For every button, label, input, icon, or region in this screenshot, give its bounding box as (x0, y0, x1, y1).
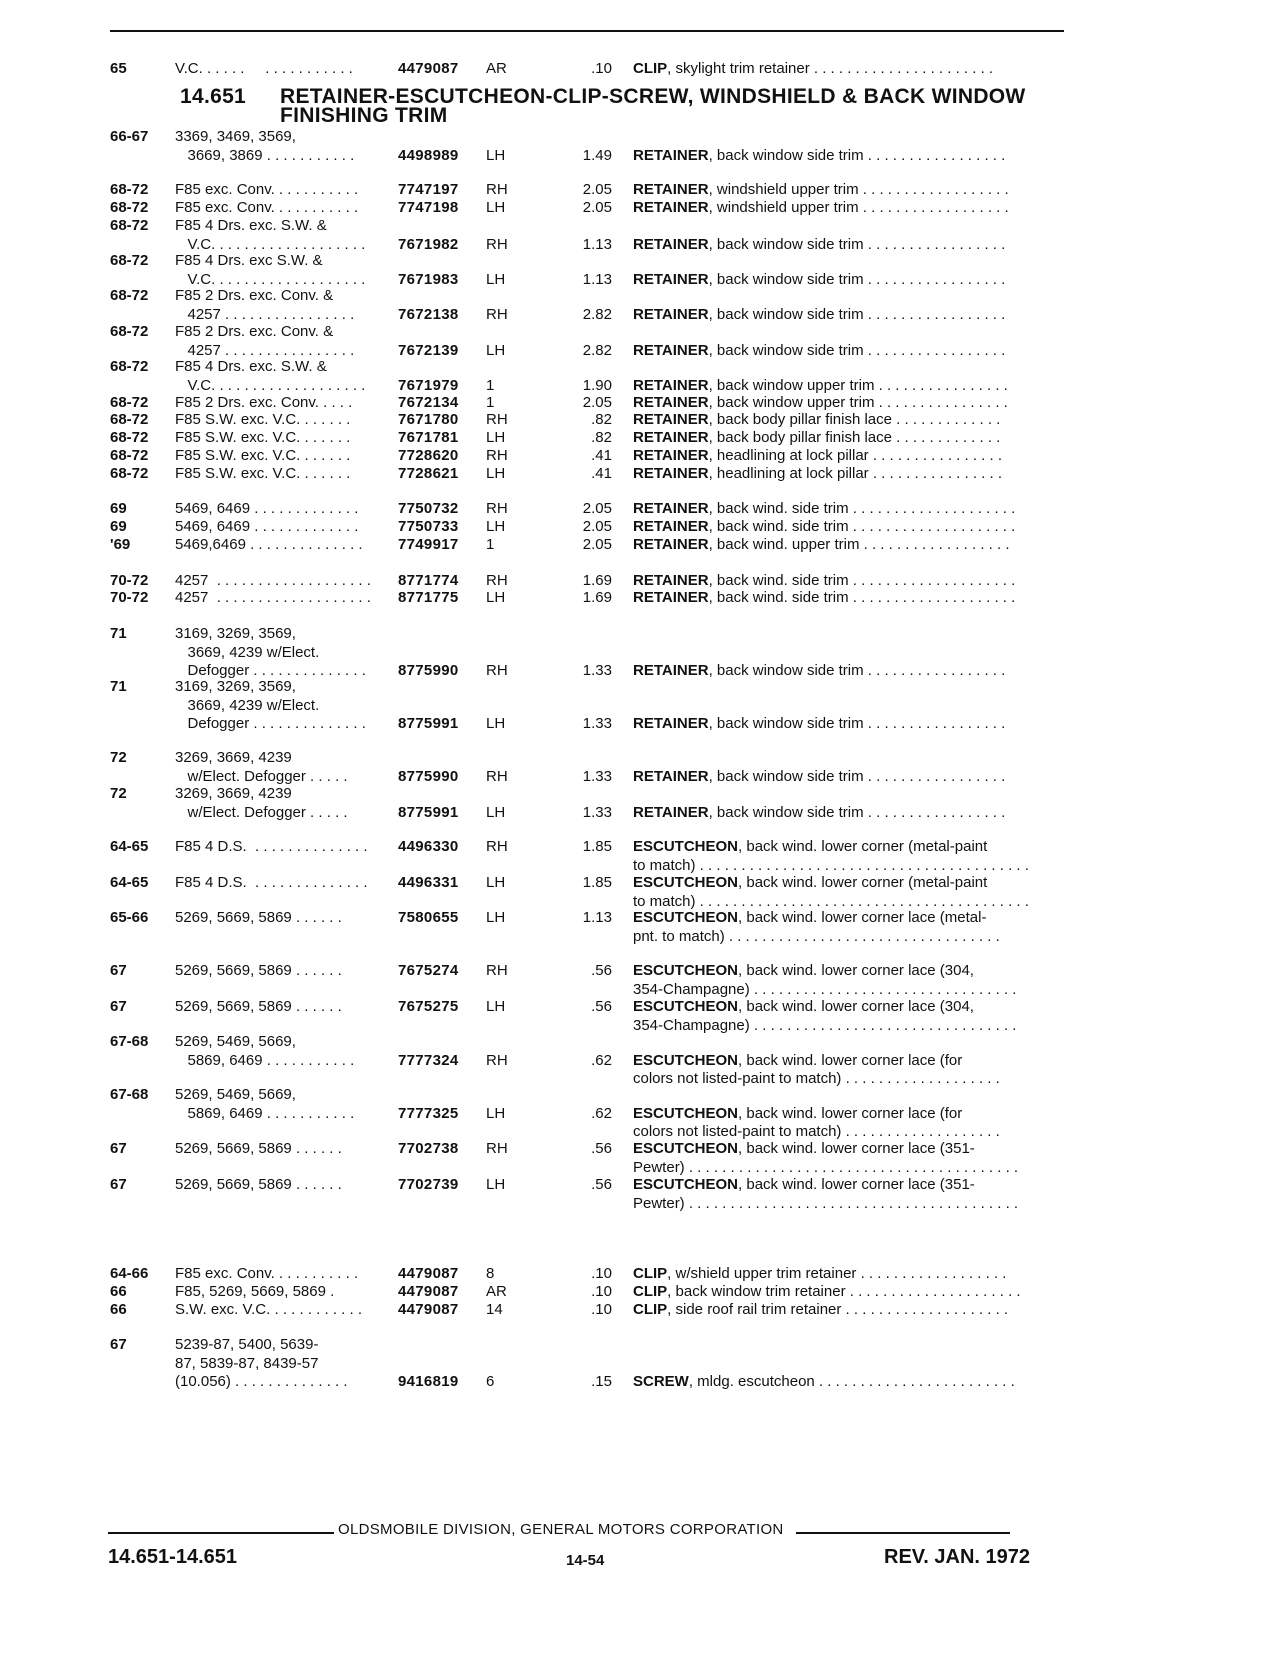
part-number: 7672138 (398, 305, 459, 323)
price: .82 (591, 411, 612, 428)
price: 2.05 (582, 500, 612, 517)
footer-rule-right (796, 1532, 1010, 1534)
part-number: 4479087 (398, 1283, 459, 1300)
price: 1.85 (582, 838, 612, 855)
model-usage-line: S.W. exc. V.C. . . . . . . . . . . . (175, 1301, 362, 1318)
part-description-line: RETAINER, back window upper trim . . . . . . . . . . . . . . . . (633, 394, 1008, 411)
part-description-line: ESCUTCHEON, back wind. lower corner lace (for (633, 1051, 963, 1069)
part-description-line: RETAINER, back window side trim . . . . . . . . . . . . . . . . . (633, 146, 1006, 164)
model-usage-line: V.C. . . . . . . . . . . . . . . . . . . (175, 235, 366, 253)
price: 1.69 (582, 572, 612, 589)
model-usage-line: 5239-87, 5400, 5639- (175, 1336, 319, 1353)
price: 1.90 (582, 376, 612, 394)
part-number: 4479087 (398, 1265, 459, 1282)
model-usage-line: F85 4 Drs. exc S.W. & (175, 252, 323, 269)
part-row (0, 518, 1284, 537)
price: 1.69 (582, 589, 612, 606)
quantity: LH (486, 1176, 506, 1193)
quantity: LH (486, 465, 506, 482)
price: 1.13 (582, 270, 612, 288)
model-year: 67-68 (110, 1086, 149, 1103)
part-description-line: RETAINER, headlining at lock pillar . . . . . . . . . . . . . . . . (633, 465, 1003, 482)
part-row (0, 998, 1284, 1035)
part-number: 4496330 (398, 838, 459, 855)
model-year: 67 (110, 1140, 127, 1157)
quantity: 8 (486, 1265, 495, 1282)
part-description-line: ESCUTCHEON, back wind. lower corner lace (for (633, 1104, 963, 1122)
model-usage-line: 5469, 6469 . . . . . . . . . . . . . (175, 518, 359, 535)
top-rule (110, 30, 1064, 32)
model-year: 70-72 (110, 572, 149, 589)
model-year: 64-65 (110, 838, 149, 855)
model-year: 67 (110, 998, 127, 1015)
model-year: 66 (110, 1301, 127, 1318)
footer-page-number: 14-54 (566, 1552, 605, 1569)
model-usage-line: 4257 . . . . . . . . . . . . . . . . . . . (175, 572, 371, 589)
part-description-line: RETAINER, back window side trim . . . . . . . . . . . . . . . . . (633, 662, 1006, 680)
part-number: 7702739 (398, 1176, 459, 1193)
part-row (0, 465, 1284, 484)
part-row (0, 625, 1284, 681)
model-usage-line: 5269, 5469, 5669, (175, 1033, 296, 1050)
price: .10 (591, 1265, 612, 1282)
model-usage-line: 5269, 5669, 5869 . . . . . . (175, 1140, 342, 1157)
price: 1.33 (582, 662, 612, 680)
quantity: RH (486, 1140, 508, 1157)
part-row (0, 429, 1284, 448)
part-description-line: colors not listed-paint to match) . . . . . . . . . . . . . . . . . . . (633, 1123, 1000, 1141)
model-usage-line: 5269, 5669, 5869 . . . . . . (175, 998, 342, 1015)
model-year: 68-72 (110, 181, 149, 198)
part-number: 7675274 (398, 962, 459, 979)
part-number: 7675275 (398, 998, 459, 1015)
model-usage-line: 3169, 3269, 3569, (175, 678, 296, 695)
quantity: 14 (486, 1301, 503, 1318)
quantity: 6 (486, 1373, 495, 1391)
model-usage-line: 5869, 6469 . . . . . . . . . . . (175, 1051, 355, 1069)
part-description-line: RETAINER, back window side trim . . . . . . . . . . . . . . . . . (633, 235, 1006, 253)
price: 2.82 (582, 305, 612, 323)
part-number: 7750733 (398, 518, 459, 535)
part-number: 7777325 (398, 1104, 459, 1122)
model-usage-line: F85 4 Drs. exc. S.W. & (175, 358, 327, 375)
part-description-line: RETAINER, back body pillar finish lace . . . . . . . . . . . . . (633, 429, 1001, 446)
part-row (0, 181, 1284, 200)
part-description-line: CLIP, back window trim retainer . . . . . . . . . . . . . . . . . . . . . (633, 1283, 1021, 1300)
model-year: 67 (110, 962, 127, 979)
quantity: AR (486, 1283, 507, 1300)
part-number: 4479087 (398, 60, 459, 77)
part-number: 8775990 (398, 662, 459, 680)
part-description-line: RETAINER, back window side trim . . . . . . . . . . . . . . . . . (633, 305, 1006, 323)
price: 1.13 (582, 909, 612, 926)
part-row (0, 909, 1284, 946)
model-usage-line: 4257 . . . . . . . . . . . . . . . . . . . (175, 589, 371, 606)
part-description-line: to match) . . . . . . . . . . . . . . . . . . . . . . . . . . . . . . . . . . . . . . . . (633, 856, 1029, 874)
model-year: 67-68 (110, 1033, 149, 1050)
price: 1.85 (582, 874, 612, 891)
model-year: 68-72 (110, 287, 149, 304)
part-number: 7671983 (398, 270, 459, 288)
quantity: LH (486, 874, 506, 891)
model-year: 71 (110, 625, 127, 642)
part-number: 7671982 (398, 235, 459, 253)
quantity: 1 (486, 376, 495, 394)
quantity: 1 (486, 394, 495, 411)
price: 1.33 (582, 767, 612, 785)
part-description-line: ESCUTCHEON, back wind. lower corner lace (metal- (633, 909, 987, 926)
part-number: 7749917 (398, 536, 459, 553)
part-row (0, 1086, 1284, 1141)
part-row (0, 128, 1284, 165)
price: .62 (591, 1104, 612, 1122)
model-usage-line: 87, 5839-87, 8439-57 (175, 1354, 319, 1372)
part-number: 7671979 (398, 376, 459, 394)
model-usage-line: F85 exc. Conv. . . . . . . . . . . (175, 199, 359, 216)
model-usage-line: Defogger . . . . . . . . . . . . . . (175, 715, 366, 733)
part-row (0, 1336, 1284, 1392)
model-usage-line: F85 S.W. exc. V.C. . . . . . . (175, 447, 351, 464)
model-usage-line: F85 4 D.S. . . . . . . . . . . . . . . (175, 874, 368, 891)
model-usage-line: 4257 . . . . . . . . . . . . . . . . (175, 341, 355, 359)
model-year: 71 (110, 678, 127, 695)
part-row (0, 962, 1284, 999)
part-row (0, 678, 1284, 734)
price: 1.49 (582, 146, 612, 164)
part-description-line: Pewter) . . . . . . . . . . . . . . . . . . . . . . . . . . . . . . . . . . . . . . . . (633, 1158, 1019, 1176)
part-description-line: RETAINER, back wind. side trim . . . . . . . . . . . . . . . . . . . . (633, 500, 1016, 517)
price: .41 (591, 447, 612, 464)
quantity: LH (486, 518, 506, 535)
section-title-line1: RETAINER-ESCUTCHEON-CLIP-SCREW, WINDSHIELD & BACK WINDOW (280, 85, 1026, 108)
part-description-line: 354-Champagne) . . . . . . . . . . . . . . . . . . . . . . . . . . . . . . . . (633, 1016, 1017, 1034)
part-description-line: ESCUTCHEON, back wind. lower corner lace (304, (633, 962, 974, 979)
quantity: RH (486, 838, 508, 855)
quantity: LH (486, 998, 506, 1015)
quantity: RH (486, 411, 508, 428)
price: 2.05 (582, 199, 612, 216)
footer-division: OLDSMOBILE DIVISION, GENERAL MOTORS CORPORATION (338, 1521, 784, 1538)
quantity: LH (486, 146, 506, 164)
model-usage-line: F85 S.W. exc. V.C. . . . . . . (175, 429, 351, 446)
model-year: 68-72 (110, 465, 149, 482)
quantity: LH (486, 429, 506, 446)
model-year: 64-66 (110, 1265, 149, 1282)
part-number: 7702738 (398, 1140, 459, 1157)
part-description-line: RETAINER, headlining at lock pillar . . . . . . . . . . . . . . . . (633, 447, 1003, 464)
part-number: 4496331 (398, 874, 459, 891)
section-heading (180, 87, 1060, 125)
part-number: 7728621 (398, 465, 459, 482)
part-row (0, 589, 1284, 608)
part-description-line: RETAINER, back wind. upper trim . . . . . . . . . . . . . . . . . . (633, 536, 1010, 553)
model-usage-line: F85 2 Drs. exc. Conv. & (175, 323, 334, 340)
part-description-line: 354-Champagne) . . . . . . . . . . . . . . . . . . . . . . . . . . . . . . . . (633, 980, 1017, 998)
model-year: 72 (110, 785, 127, 802)
price: .62 (591, 1051, 612, 1069)
model-usage-line: F85 exc. Conv. . . . . . . . . . . (175, 1265, 359, 1282)
part-number: 8775990 (398, 767, 459, 785)
part-row (0, 1140, 1284, 1177)
part-number: 7747198 (398, 199, 459, 216)
quantity: RH (486, 962, 508, 979)
part-number: 7671781 (398, 429, 459, 446)
model-usage-line: 3269, 3669, 4239 (175, 749, 292, 766)
model-usage-line: 5469,6469 . . . . . . . . . . . . . . (175, 536, 363, 553)
part-number: 8775991 (398, 803, 459, 821)
part-row (0, 323, 1284, 360)
model-usage-line: F85, 5269, 5669, 5869 . (175, 1283, 335, 1300)
part-description-line: SCREW, mldg. escutcheon . . . . . . . . . . . . . . . . . . . . . . . . (633, 1373, 1015, 1391)
model-year: 68-72 (110, 394, 149, 411)
price: 2.82 (582, 341, 612, 359)
part-description-line: RETAINER, back window upper trim . . . . . . . . . . . . . . . . (633, 376, 1008, 394)
part-number: 9416819 (398, 1373, 459, 1391)
part-description-line: ESCUTCHEON, back wind. lower corner lace (351- (633, 1140, 975, 1157)
quantity: LH (486, 341, 506, 359)
model-usage-line: w/Elect. Defogger . . . . . (175, 803, 348, 821)
model-year: 66-67 (110, 128, 149, 145)
part-row (0, 1265, 1284, 1284)
model-year: 64-65 (110, 874, 149, 891)
quantity: RH (486, 181, 508, 198)
part-number: 7747197 (398, 181, 459, 198)
model-year: 68-72 (110, 429, 149, 446)
model-year: 68-72 (110, 199, 149, 216)
quantity: LH (486, 803, 506, 821)
model-usage-line: 5269, 5669, 5869 . . . . . . (175, 1176, 342, 1193)
part-row (0, 1301, 1284, 1320)
model-year: 66 (110, 1283, 127, 1300)
part-description-line: pnt. to match) . . . . . . . . . . . . . . . . . . . . . . . . . . . . . . . . . (633, 927, 1000, 945)
model-year: 68-72 (110, 447, 149, 464)
model-year: '69 (110, 536, 131, 553)
section-title-line2: FINISHING TRIM (280, 104, 448, 127)
price: 1.33 (582, 715, 612, 733)
part-description-line: RETAINER, back window side trim . . . . . . . . . . . . . . . . . (633, 341, 1006, 359)
model-year: 65 (110, 60, 127, 77)
part-description-line: to match) . . . . . . . . . . . . . . . . . . . . . . . . . . . . . . . . . . . . . . . . (633, 892, 1029, 910)
part-description-line: ESCUTCHEON, back wind. lower corner (metal-paint (633, 838, 988, 855)
price: .56 (591, 1140, 612, 1157)
quantity: LH (486, 199, 506, 216)
part-number: 4479087 (398, 1301, 459, 1318)
model-usage-line: F85 2 Drs. exc. Conv. . . . . (175, 394, 353, 411)
model-usage-line: F85 4 D.S. . . . . . . . . . . . . . . (175, 838, 368, 855)
model-usage-line: (10.056) . . . . . . . . . . . . . . (175, 1373, 348, 1391)
price: 2.05 (582, 518, 612, 535)
part-description-line: CLIP, skylight trim retainer . . . . . . . . . . . . . . . . . . . . . . (633, 60, 994, 77)
footer-section-range: 14.651-14.651 (108, 1546, 238, 1568)
model-usage-line: 5469, 6469 . . . . . . . . . . . . . (175, 500, 359, 517)
part-row (0, 199, 1284, 218)
model-year: 65-66 (110, 909, 149, 926)
model-usage-line: 5269, 5669, 5869 . . . . . . (175, 909, 342, 926)
price: 1.13 (582, 235, 612, 253)
model-year: 68-72 (110, 217, 149, 234)
quantity: AR (486, 60, 507, 77)
part-description-line: RETAINER, back window side trim . . . . . . . . . . . . . . . . . (633, 715, 1006, 733)
part-row (0, 447, 1284, 466)
model-usage-line: V.C. . . . . . . . . . . . . . . . . . . (175, 270, 366, 288)
part-row (0, 572, 1284, 591)
model-usage-line: V.C. . . . . . . . . . . . . . . . . . . (175, 376, 366, 394)
quantity: RH (486, 662, 508, 680)
price: .10 (591, 1301, 612, 1318)
quantity: RH (486, 235, 508, 253)
price: .41 (591, 465, 612, 482)
part-row (0, 536, 1284, 555)
model-year: 67 (110, 1176, 127, 1193)
part-row (0, 500, 1284, 519)
model-usage-line: F85 4 Drs. exc. S.W. & (175, 217, 327, 234)
part-description-line: RETAINER, back window side trim . . . . . . . . . . . . . . . . . (633, 767, 1006, 785)
model-usage-line: 3369, 3469, 3569, (175, 128, 296, 145)
quantity: RH (486, 500, 508, 517)
part-row (0, 838, 1284, 875)
quantity: RH (486, 1051, 508, 1069)
part-number: 7750732 (398, 500, 459, 517)
model-usage-line: 3669, 4239 w/Elect. (175, 696, 320, 714)
model-usage-line: 3669, 4239 w/Elect. (175, 643, 320, 661)
footer-rule-left (108, 1532, 334, 1534)
part-row (0, 411, 1284, 430)
quantity: 1 (486, 536, 495, 553)
price: 2.05 (582, 181, 612, 198)
model-usage-line: F85 S.W. exc. V.C. . . . . . . (175, 465, 351, 482)
quantity: RH (486, 447, 508, 464)
part-number: 7672134 (398, 394, 459, 411)
model-usage-line: w/Elect. Defogger . . . . . (175, 767, 348, 785)
part-description-line: colors not listed-paint to match) . . . . . . . . . . . . . . . . . . . (633, 1070, 1000, 1088)
model-year: 72 (110, 749, 127, 766)
part-description-line: RETAINER, windshield upper trim . . . . . . . . . . . . . . . . . . (633, 181, 1009, 198)
part-row (0, 252, 1284, 289)
price: .10 (591, 1283, 612, 1300)
part-description-line: Pewter) . . . . . . . . . . . . . . . . . . . . . . . . . . . . . . . . . . . . . . . . (633, 1194, 1019, 1212)
part-row (0, 287, 1284, 324)
quantity: LH (486, 909, 506, 926)
part-description-line: CLIP, w/shield upper trim retainer . . . . . . . . . . . . . . . . . . (633, 1265, 1007, 1282)
price: 2.05 (582, 394, 612, 411)
part-description-line: RETAINER, back body pillar finish lace . . . . . . . . . . . . . (633, 411, 1001, 428)
part-row (0, 217, 1284, 254)
model-year: 70-72 (110, 589, 149, 606)
model-usage-line: 3669, 3869 . . . . . . . . . . . (175, 146, 355, 164)
model-usage-line: V.C. . . . . . . . . . . . . . . . . (175, 60, 353, 77)
part-number: 7777324 (398, 1051, 459, 1069)
price: .56 (591, 1176, 612, 1193)
part-description-line: ESCUTCHEON, back wind. lower corner lace (304, (633, 998, 974, 1015)
model-usage-line: F85 exc. Conv. . . . . . . . . . . (175, 181, 359, 198)
quantity: LH (486, 270, 506, 288)
model-usage-line: F85 2 Drs. exc. Conv. & (175, 287, 334, 304)
model-usage-line: 5269, 5469, 5669, (175, 1086, 296, 1103)
part-row (0, 1283, 1284, 1302)
part-description-line: CLIP, side roof rail trim retainer . . . . . . . . . . . . . . . . . . . . (633, 1301, 1009, 1318)
part-row (0, 785, 1284, 822)
price: .10 (591, 60, 612, 77)
price: .56 (591, 998, 612, 1015)
model-usage-line: Defogger . . . . . . . . . . . . . . (175, 662, 366, 680)
model-usage-line: 5869, 6469 . . . . . . . . . . . (175, 1104, 355, 1122)
part-number: 8771775 (398, 589, 459, 606)
part-row (0, 60, 1284, 79)
part-description-line: ESCUTCHEON, back wind. lower corner (metal-paint (633, 874, 988, 891)
part-row (0, 749, 1284, 786)
model-year: 68-72 (110, 358, 149, 375)
model-year: 68-72 (110, 323, 149, 340)
footer-revision: REV. JAN. 1972 (884, 1546, 1031, 1568)
part-number: 7672139 (398, 341, 459, 359)
quantity: LH (486, 1104, 506, 1122)
part-row (0, 874, 1284, 911)
part-number: 8771774 (398, 572, 459, 589)
quantity: LH (486, 589, 506, 606)
part-number: 7580655 (398, 909, 459, 926)
part-row (0, 358, 1284, 395)
price: 1.33 (582, 803, 612, 821)
part-row (0, 1176, 1284, 1213)
price: .15 (591, 1373, 612, 1391)
section-number: 14.651 (180, 85, 247, 108)
part-description-line: RETAINER, back wind. side trim . . . . . . . . . . . . . . . . . . . . (633, 518, 1016, 535)
part-number: 7671780 (398, 411, 459, 428)
part-number: 8775991 (398, 715, 459, 733)
model-year: 67 (110, 1336, 127, 1353)
model-usage-line: F85 S.W. exc. V.C. . . . . . . (175, 411, 351, 428)
model-year: 68-72 (110, 411, 149, 428)
part-row (0, 1033, 1284, 1088)
quantity: RH (486, 305, 508, 323)
model-usage-line: 3269, 3669, 4239 (175, 785, 292, 802)
quantity: RH (486, 767, 508, 785)
price: 2.05 (582, 536, 612, 553)
part-description-line: ESCUTCHEON, back wind. lower corner lace (351- (633, 1176, 975, 1193)
quantity: LH (486, 715, 506, 733)
model-year: 68-72 (110, 252, 149, 269)
part-number: 7728620 (398, 447, 459, 464)
part-description-line: RETAINER, back window side trim . . . . . . . . . . . . . . . . . (633, 803, 1006, 821)
model-usage-line: 5269, 5669, 5869 . . . . . . (175, 962, 342, 979)
part-number: 4498989 (398, 146, 459, 164)
part-description-line: RETAINER, back wind. side trim . . . . . . . . . . . . . . . . . . . . (633, 572, 1016, 589)
model-usage-line: 4257 . . . . . . . . . . . . . . . . (175, 305, 355, 323)
price: .56 (591, 962, 612, 979)
part-row (0, 394, 1284, 413)
model-year: 69 (110, 518, 127, 535)
quantity: RH (486, 572, 508, 589)
part-description-line: RETAINER, back window side trim . . . . . . . . . . . . . . . . . (633, 270, 1006, 288)
part-description-line: RETAINER, windshield upper trim . . . . . . . . . . . . . . . . . . (633, 199, 1009, 216)
model-usage-line: 3169, 3269, 3569, (175, 625, 296, 642)
part-description-line: RETAINER, back wind. side trim . . . . . . . . . . . . . . . . . . . . (633, 589, 1016, 606)
price: .82 (591, 429, 612, 446)
model-year: 69 (110, 500, 127, 517)
